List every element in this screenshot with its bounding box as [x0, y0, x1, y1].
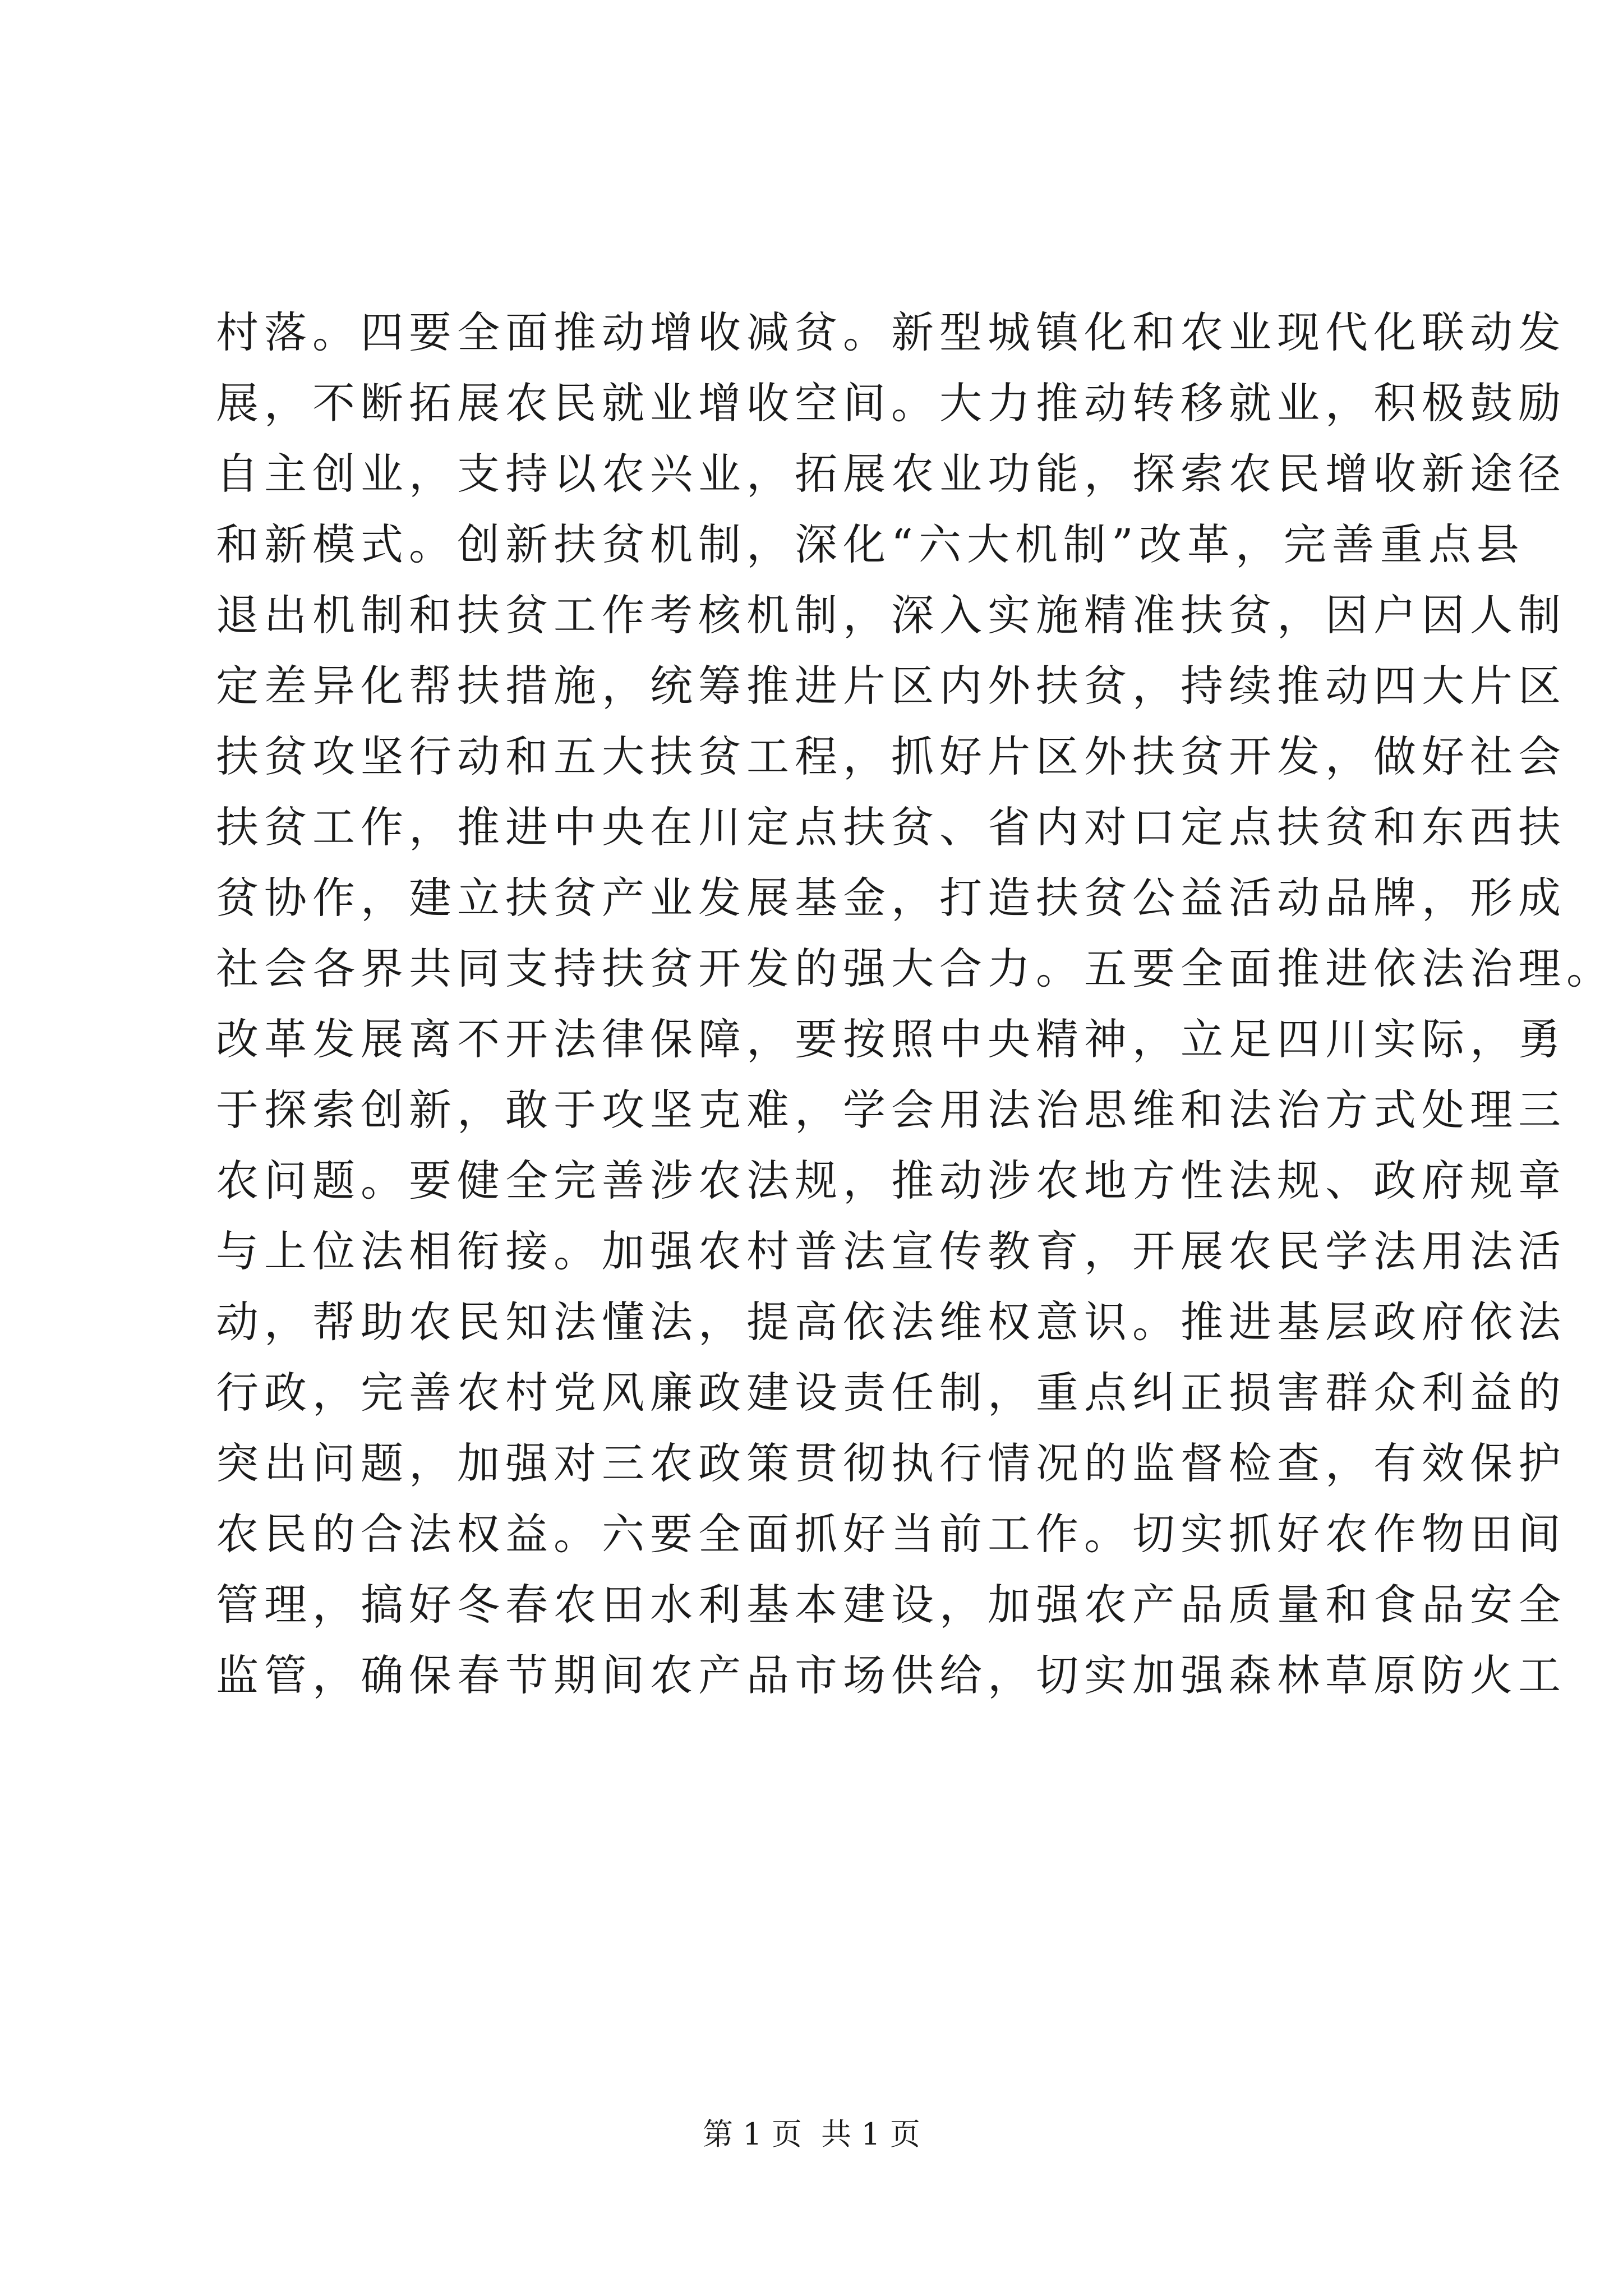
page-number-label: 第 1 页 共 1 页 [703, 2116, 920, 2152]
text-line: 于探索创新，敢于攻坚克难，学会用法治思维和法治方式处理三 [216, 1085, 1566, 1135]
text-line: 动，帮助农民知法懂法，提高依法维权意识。推进基层政府依法 [216, 1297, 1566, 1347]
text-line: 行政，完善农村党风廉政建设责任制，重点纠正损害群众利益的 [216, 1368, 1566, 1418]
text-line: 监管，确保春节期间农产品市场供给，切实加强森林草原防火工 [216, 1650, 1566, 1700]
body-text [216, 297, 1615, 1711]
text-line: 展，不断拓展农民就业增收空间。大力推动转移就业，积极鼓励 [216, 378, 1566, 428]
text-line: 扶贫工作，推进中央在川定点扶贫、省内对口定点扶贫和东西扶 [216, 802, 1566, 852]
text-line: 自主创业，支持以农兴业，拓展农业功能，探索农民增收新途径 [216, 449, 1566, 499]
text-line: 贫协作，建立扶贫产业发展基金，打造扶贫公益活动品牌，形成 [216, 873, 1566, 923]
text-line: 突出问题，加强对三农政策贯彻执行情况的监督检查，有效保护 [216, 1438, 1566, 1488]
text-line: 与上位法相衔接。加强农村普法宣传教育，开展农民学法用法活 [216, 1226, 1566, 1276]
text-line: 社会各界共同支持扶贫开发的强大合力。五要全面推进依法治理。 [216, 944, 1615, 993]
text-line: 改革发展离不开法律保障，要按照中央精神，立足四川实际，勇 [216, 1014, 1566, 1064]
text-line: 退出机制和扶贫工作考核机制，深入实施精准扶贫，因户因人制 [216, 590, 1566, 640]
text-line: 农问题。要健全完善涉农法规，推动涉农地方性法规、政府规章 [216, 1156, 1566, 1205]
text-line: 定差异化帮扶措施，统筹推进片区内外扶贫，持续推动四大片区 [216, 661, 1566, 711]
text-line: 扶贫攻坚行动和五大扶贫工程，抓好片区外扶贫开发，做好社会 [216, 731, 1566, 781]
text-line: 农民的合法权益。六要全面抓好当前工作。切实抓好农作物田间 [216, 1509, 1566, 1559]
text-line: 村落。四要全面推动增收减贫。新型城镇化和农业现代化联动发 [216, 307, 1566, 357]
text-line: 管理，搞好冬春农田水利基本建设，加强农产品质量和食品安全 [216, 1580, 1566, 1630]
page-footer [0, 2115, 1623, 2154]
text-line: 和新模式。创新扶贫机制，深化“六大机制”改革，完善重点县 [216, 519, 1525, 569]
